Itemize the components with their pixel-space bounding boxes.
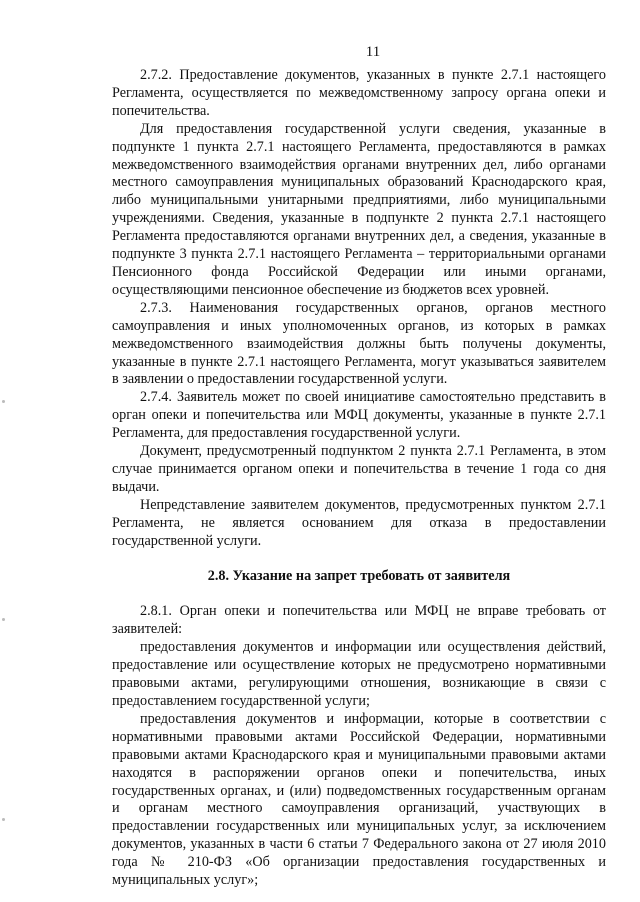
paragraph-document-validity: Документ, предусмотренный подпунктом 2 пункта 2.7.1 Регламента, в этом случае принимается органом опеки и попечительства в течение 1 года со дня выдачи. (112, 443, 606, 495)
paragraph-2-7-2: 2.7.2. Предоставление документов, указанных в пункте 2.7.1 настоящего Регламента, осуществляется по межведомственному запросу органа опеки и попечительства. (112, 67, 606, 119)
paragraph-prohibition-2: предоставления документов и информации, которые в соответствии с нормативными правовыми актами Российской Федерации, нормативными правовыми актами Краснодарского края и муниципальными правовыми актами находятся в распоряжении органов опеки и попечительства, иных государственных органах, и (или) подведомственных государственным органам и органам местного самоуправления организаций, участвующих в предоставлении государственных или муниципальных услуг, за исключением документов, указанных в части 6 статьи 7 Федерального закона от 27 июля 2010 года № 210-ФЗ «Об организации предоставления государственных и муниципальных услуг»; (112, 710, 606, 889)
paragraph-2-7-3: 2.7.3. Наименования государственных органов, органов местного самоуправления и иных уполномоченных органов, из которых в рамках межведомственного взаимодействия должны быть получены документы, указанные в пункте 2.7.1 настоящего Регламента, могут указываться заявителем в заявлении о предоставлении государственной услуги. (112, 299, 606, 388)
section-heading-2-8: 2.8. Указание на запрет требовать от заявителя (207, 568, 511, 585)
margin-scan-mark (2, 618, 5, 621)
paragraph-2-8-1: 2.8.1. Орган опеки и попечительства или МФЦ не вправе требовать от заявителей: (112, 603, 606, 638)
paragraph-info-sources: Для предоставления государственной услуги сведения, указанные в подпункте 1 пункта 2.7.1 настоящего Регламента, предоставляются в рамках межведомственного взаимодействия органами внутренних дел, либо органами местного самоуправления муниципальных образований Краснодарского края, либо муниципальными унитарными предприятиями, либо муниципальными учреждениями. Сведения, указанные в подпункте 2 пункта 2.7.1 настоящего Регламента предоставляются органами внутренних дел, а сведения, указанные в подпункте 3 пункта 2.7.1 настоящего Регламента – территориальными органами Пенсионного фонда Российской Федерации или иными органами, осуществляющими пенсионное обеспечение из бюджетов всех уровней. (112, 120, 606, 298)
margin-scan-mark (2, 818, 5, 821)
page-number: 11 (365, 44, 381, 60)
paragraph-prohibition-1: предоставления документов и информации или осуществления действий, предоставление или осуществление которых не предусмотрено нормативными правовыми актами, регулирующими отношения, возникающие в связи с предоставлением государственной услуги; (112, 639, 606, 709)
document-body (112, 67, 606, 890)
paragraph-non-submission: Непредставление заявителем документов, предусмотренных пунктом 2.7.1 Регламента, не является основанием для отказа в предоставлении государственной услуги. (112, 496, 606, 549)
margin-scan-mark (2, 400, 5, 403)
paragraph-2-7-4: 2.7.4. Заявитель может по своей инициативе самостоятельно представить в орган опеки и попечительства или МФЦ документы, указанные в пункте 2.7.1 Регламента, для предоставления государственной услуги. (112, 389, 606, 442)
